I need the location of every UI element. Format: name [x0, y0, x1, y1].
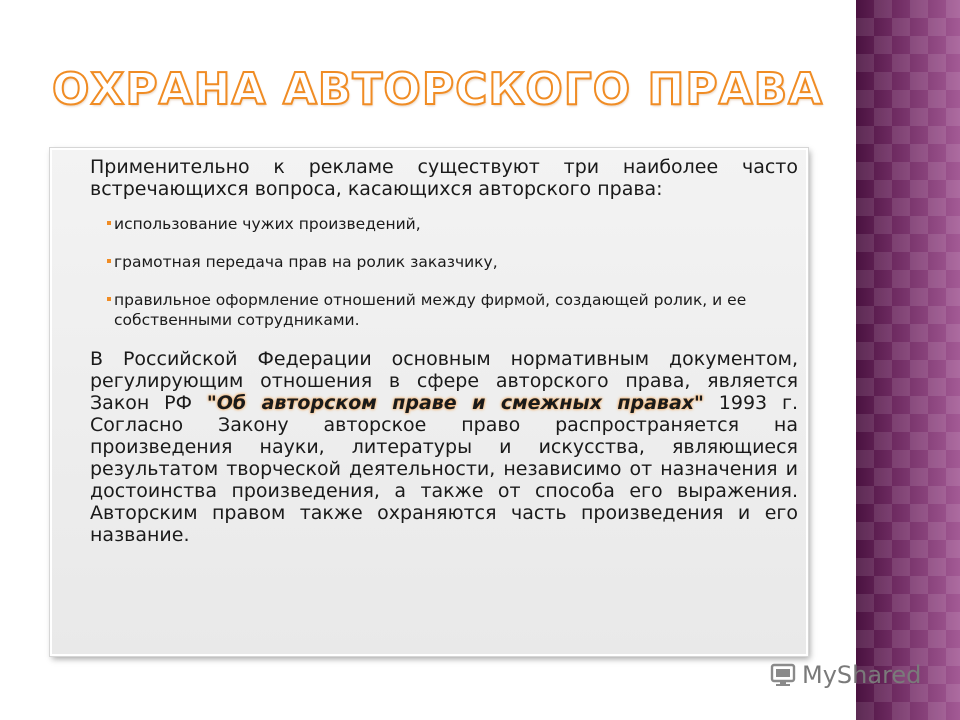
myshared-logo-icon [770, 663, 796, 687]
watermark-brand: MyShared [802, 661, 922, 689]
list-item: использование чужих произведений, [114, 214, 798, 234]
law-name: "Об авторском праве и смежных правах" [206, 392, 704, 414]
decorative-side-band [856, 0, 960, 720]
law-paragraph [90, 348, 798, 546]
intro-paragraph: Применительно к рекламе существуют три наиболее часто встречающихся вопроса, касающихся авторского права: [90, 156, 798, 200]
law-text-before: В Российской Федерации основным нормативным документом, регулирующим отношения в сфере авторского права, является Закон РФ [90, 348, 798, 414]
watermark-logo [770, 658, 921, 692]
list-item: правильное оформление отношений между фирмой, создающей ролик, и ее собственными сотрудниками. [114, 290, 798, 330]
law-text-after: 1993 г. Согласно Закону авторское право распространяется на произведения науки, литературы и искусства, являющиеся результатом творческой деятельности, независимо от назначения и достоинства произведения, а также от способа его выражения. Авторским правом также охраняются часть произведения и его название. [90, 392, 798, 546]
list-item: грамотная передача прав на ролик заказчику, [114, 252, 798, 272]
bullet-list [90, 214, 798, 330]
content-box [50, 148, 808, 656]
slide-title: ОХРАНА АВТОРСКОГО ПРАВА [52, 64, 824, 115]
